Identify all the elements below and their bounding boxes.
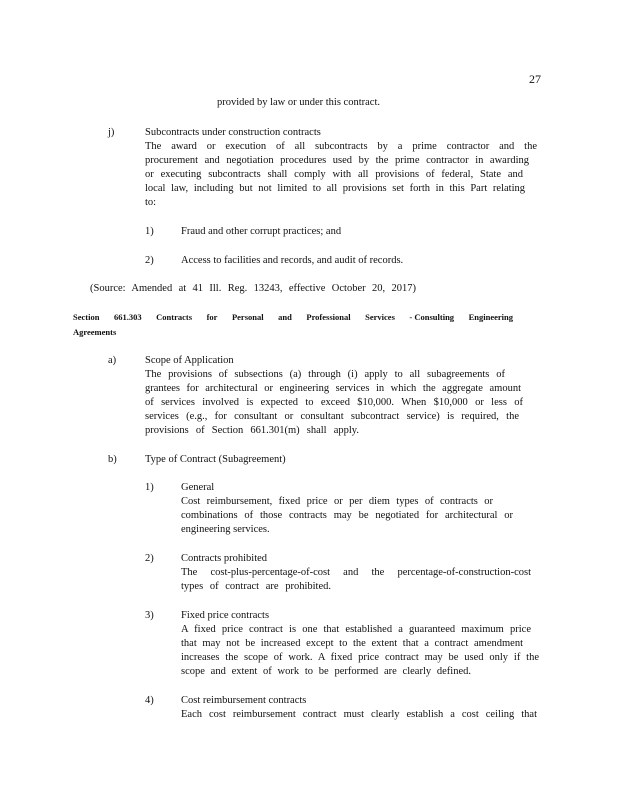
heading-word: 661.303 [113, 312, 142, 322]
item-a-title: Scope of Application [145, 355, 234, 366]
item-b-sub-label: 3) [145, 610, 154, 621]
item-b-sub-label: 1) [145, 482, 154, 493]
item-j-sub-text: Access to facilities and records, and audit of records. [181, 255, 404, 266]
item-b-sub-title: General [181, 482, 215, 493]
heading-word: Professional [306, 312, 351, 322]
item-j-label: j) [108, 127, 115, 138]
section-heading-line1 [73, 312, 513, 322]
item-a-line: grantees for architectural or engineering services in which the aggregate amount [145, 383, 521, 394]
item-b-sub-line: A fixed price contract is one that established a guaranteed maximum price [181, 624, 531, 635]
item-b-sub-line: increases the scope of work. A fixed price contract may be used only if the [181, 652, 539, 663]
item-j-title: Subcontracts under construction contracts [145, 127, 321, 138]
item-b-sub-line: combinations of those contracts may be negotiated for architectural or [181, 510, 513, 521]
item-j-line: The award or execution of all subcontracts by a prime contractor and the [145, 141, 537, 152]
item-b-sub-line: Each cost reimbursement contract must clearly establish a cost ceiling that [181, 709, 537, 720]
heading-word: - Consulting [409, 312, 455, 322]
item-j-sub-label: 1) [145, 226, 154, 237]
item-b-title: Type of Contract (Subagreement) [145, 454, 286, 465]
item-b-sub-line: types of contract are prohibited. [181, 581, 331, 592]
heading-word: Services [365, 312, 395, 322]
item-a-line: services (e.g., for consultant or consultant subcontract service) is required, the [145, 411, 519, 422]
item-b-sub-title: Cost reimbursement contracts [181, 695, 307, 706]
section-heading-line2: Agreements [73, 327, 117, 337]
heading-word: Engineering [468, 312, 513, 322]
item-b-sub-label: 4) [145, 695, 154, 706]
heading-word: Section [73, 312, 100, 322]
heading-word: Contracts [156, 312, 193, 322]
item-j-sub-label: 2) [145, 255, 154, 266]
heading-word: Personal [231, 312, 264, 322]
item-j-sub-text: Fraud and other corrupt practices; and [181, 226, 342, 237]
page-number: 27 [529, 72, 541, 86]
intro-line: provided by law or under this contract. [217, 97, 380, 108]
item-b-sub-line: engineering services. [181, 524, 270, 535]
item-j-line: procurement and negotiation procedures used by the prime contractor in awarding [145, 155, 529, 166]
item-b-sub-line: The cost-plus-percentage-of-cost and the percentage-of-construction-cost [181, 567, 531, 578]
item-b-sub-label: 2) [145, 553, 154, 564]
item-a-line: provisions of Section 661.301(m) shall apply. [145, 425, 359, 436]
item-a-label: a) [108, 355, 117, 366]
item-b-sub-title: Fixed price contracts [181, 610, 270, 621]
item-b-sub-title: Contracts prohibited [181, 553, 268, 564]
item-b-sub-line: Cost reimbursement, fixed price or per diem types of contracts or [181, 496, 493, 507]
heading-word: and [278, 312, 292, 322]
item-a-line: The provisions of subsections (a) through (i) apply to all subagreements of [145, 369, 505, 380]
source-note: (Source: Amended at 41 Ill. Reg. 13243, effective October 20, 2017) [90, 283, 416, 294]
item-j-line: or executing subcontracts shall comply with all provisions of federal, State and [145, 169, 523, 180]
item-a-line: of services involved is expected to exceed $10,000. When $10,000 or less of [145, 397, 523, 408]
item-b-sub-line: that may not be increased except to the extent that a contract amendment [181, 638, 523, 649]
heading-word: for [206, 312, 218, 322]
item-b-label: b) [108, 454, 117, 465]
item-j-line: local law, including but not limited to all provisions set forth in this Part relating [145, 183, 525, 194]
item-b-sub-line: scope and extent of work to be performed are clearly defined. [181, 666, 471, 677]
item-j-line: to: [145, 197, 157, 208]
